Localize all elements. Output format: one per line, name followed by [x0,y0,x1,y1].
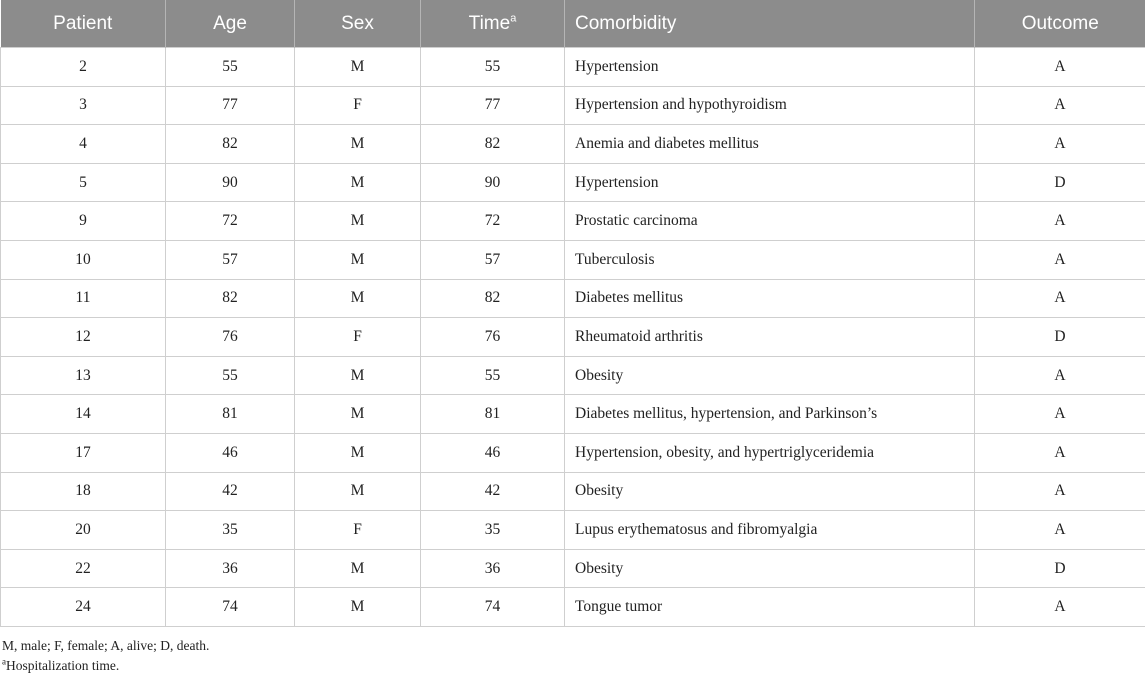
cell-sex: M [295,163,421,202]
footnote-text: Hospitalization time. [6,658,119,673]
cell-age: 46 [166,433,295,472]
cell-age: 55 [166,356,295,395]
table-row [1,433,1145,472]
cell-comorbidity: Hypertension [565,48,975,87]
footnote-marker: a [2,656,6,666]
cell-time: 82 [421,125,565,164]
cell-age: 55 [166,48,295,87]
cell-patient: 2 [1,48,166,87]
cell-outcome: D [975,163,1145,202]
cell-patient: 13 [1,356,166,395]
table-row [1,48,1145,87]
cell-time: 74 [421,588,565,627]
cell-outcome: A [975,356,1145,395]
cell-age: 57 [166,240,295,279]
cell-age: 81 [166,395,295,434]
cell-sex: M [295,472,421,511]
table-row [1,395,1145,434]
cell-age: 36 [166,549,295,588]
cell-patient: 22 [1,549,166,588]
table-row [1,511,1145,550]
cell-sex: M [295,356,421,395]
table-row [1,318,1145,357]
table-row [1,125,1145,164]
cell-patient: 12 [1,318,166,357]
cell-age: 76 [166,318,295,357]
cell-age: 42 [166,472,295,511]
cell-outcome: A [975,240,1145,279]
cell-comorbidity: Obesity [565,549,975,588]
cell-patient: 14 [1,395,166,434]
table-notes [0,636,1145,676]
cell-sex: M [295,588,421,627]
cell-patient: 17 [1,433,166,472]
cell-patient: 3 [1,86,166,125]
header-time [421,0,565,48]
cell-outcome: A [975,279,1145,318]
cell-sex: M [295,240,421,279]
abbreviations-note: M, male; F, female; A, alive; D, death. [2,636,1145,656]
header-age: Age [166,0,295,48]
table-row [1,588,1145,627]
table-header [1,0,1145,48]
cell-patient: 18 [1,472,166,511]
cell-time: 90 [421,163,565,202]
cell-time: 55 [421,356,565,395]
cell-time: 76 [421,318,565,357]
cell-outcome: A [975,395,1145,434]
cell-outcome: A [975,202,1145,241]
cell-time: 72 [421,202,565,241]
cell-patient: 11 [1,279,166,318]
cell-comorbidity: Tongue tumor [565,588,975,627]
header-time-label: Time [469,13,511,34]
cell-comorbidity: Hypertension and hypothyroidism [565,86,975,125]
cell-sex: M [295,125,421,164]
cell-sex: F [295,511,421,550]
header-comorbidity: Comorbidity [565,0,975,48]
cell-comorbidity: Rheumatoid arthritis [565,318,975,357]
cell-outcome: A [975,48,1145,87]
cell-outcome: A [975,433,1145,472]
cell-age: 82 [166,125,295,164]
cell-age: 72 [166,202,295,241]
header-time-footnote-marker: a [510,12,516,24]
cell-age: 35 [166,511,295,550]
table-row [1,356,1145,395]
cell-outcome: D [975,549,1145,588]
cell-age: 77 [166,86,295,125]
cell-age: 74 [166,588,295,627]
cell-time: 55 [421,48,565,87]
cell-comorbidity: Diabetes mellitus [565,279,975,318]
table-row [1,86,1145,125]
cell-time: 42 [421,472,565,511]
cell-age: 90 [166,163,295,202]
cell-age: 82 [166,279,295,318]
cell-comorbidity: Tuberculosis [565,240,975,279]
cell-outcome: A [975,588,1145,627]
cell-comorbidity: Prostatic carcinoma [565,202,975,241]
table-row [1,279,1145,318]
table-row [1,549,1145,588]
table-row [1,472,1145,511]
cell-time: 36 [421,549,565,588]
cell-comorbidity: Hypertension [565,163,975,202]
cell-sex: M [295,549,421,588]
cell-time: 46 [421,433,565,472]
cell-comorbidity: Diabetes mellitus, hypertension, and Parkinson’s [565,395,975,434]
table-row [1,240,1145,279]
header-sex: Sex [295,0,421,48]
cell-patient: 4 [1,125,166,164]
cell-sex: M [295,48,421,87]
cell-sex: F [295,86,421,125]
cell-sex: M [295,433,421,472]
cell-outcome: A [975,86,1145,125]
cell-time: 57 [421,240,565,279]
cell-outcome: A [975,472,1145,511]
cell-patient: 20 [1,511,166,550]
header-outcome: Outcome [975,0,1145,48]
cell-outcome: A [975,511,1145,550]
cell-sex: M [295,395,421,434]
cell-comorbidity: Lupus erythematosus and fibromyalgia [565,511,975,550]
cell-comorbidity: Obesity [565,356,975,395]
cell-time: 35 [421,511,565,550]
footnote [2,656,1145,676]
cell-sex: M [295,202,421,241]
cell-patient: 9 [1,202,166,241]
cell-time: 77 [421,86,565,125]
cell-comorbidity: Anemia and diabetes mellitus [565,125,975,164]
table-row [1,202,1145,241]
header-patient: Patient [1,0,166,48]
cell-patient: 5 [1,163,166,202]
cell-patient: 24 [1,588,166,627]
table-body [1,48,1145,627]
cell-time: 81 [421,395,565,434]
cell-sex: F [295,318,421,357]
cell-comorbidity: Obesity [565,472,975,511]
header-row [1,0,1145,48]
cell-time: 82 [421,279,565,318]
table-row [1,163,1145,202]
cell-sex: M [295,279,421,318]
cell-outcome: A [975,125,1145,164]
cell-patient: 10 [1,240,166,279]
cell-comorbidity: Hypertension, obesity, and hypertriglyceridemia [565,433,975,472]
cell-outcome: D [975,318,1145,357]
